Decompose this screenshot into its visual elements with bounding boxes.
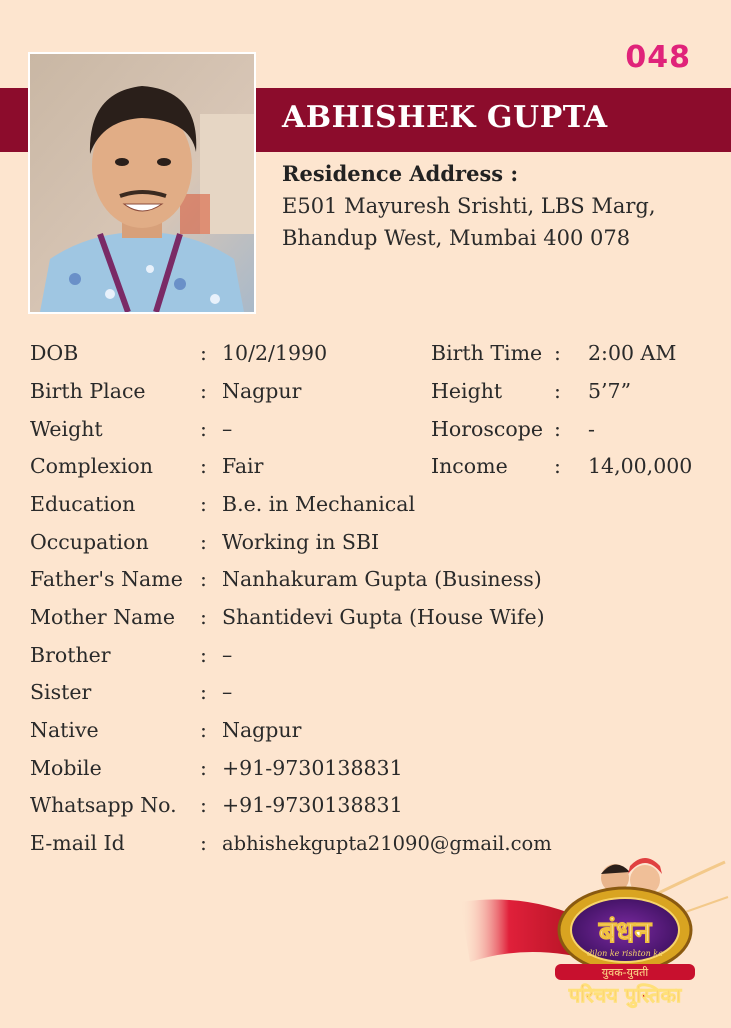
- mobile-value: +91-9730138831: [222, 756, 403, 780]
- occupation-label: Occupation: [30, 530, 149, 554]
- brother-value: –: [222, 643, 233, 667]
- email-colon: :: [200, 831, 207, 855]
- mother-name-colon: :: [200, 605, 207, 629]
- dob-value: 10/2/1990: [222, 341, 328, 365]
- mother-name-value: Shantidevi Gupta (House Wife): [222, 605, 545, 629]
- income-label: Income: [431, 454, 508, 478]
- weight-colon: :: [200, 417, 207, 441]
- whatsapp-colon: :: [200, 793, 207, 817]
- height-colon: :: [554, 379, 561, 403]
- email-label: E-mail Id: [30, 831, 125, 855]
- profile-photo: [28, 52, 256, 314]
- complexion-colon: :: [200, 454, 207, 478]
- address-label: Residence Address :: [282, 161, 519, 186]
- mobile-label: Mobile: [30, 756, 102, 780]
- brother-colon: :: [200, 643, 207, 667]
- logo-tagline: dilon ke rishton ka: [587, 949, 663, 958]
- complexion-value: Fair: [222, 454, 264, 478]
- income-value: 14,00,000: [588, 454, 693, 478]
- address-line-1: E501 Mayuresh Srishti, LBS Marg,: [282, 194, 656, 218]
- father-name-colon: :: [200, 567, 207, 591]
- father-name-label: Father's Name: [30, 567, 183, 591]
- horoscope-value: -: [588, 417, 595, 441]
- birth-time-colon: :: [554, 341, 561, 365]
- complexion-label: Complexion: [30, 454, 153, 478]
- horoscope-label: Horoscope: [431, 417, 543, 441]
- education-label: Education: [30, 492, 136, 516]
- dob-colon: :: [200, 341, 207, 365]
- father-name-value: Nanhakuram Gupta (Business): [222, 567, 542, 591]
- sister-value: –: [222, 680, 233, 704]
- education-value: B.e. in Mechanical: [222, 492, 416, 516]
- income-colon: :: [554, 454, 561, 478]
- birth-place-value: Nagpur: [222, 379, 302, 403]
- address-line-2: Bhandup West, Mumbai 400 078: [282, 226, 631, 250]
- native-value: Nagpur: [222, 718, 302, 742]
- profile-number: 048: [625, 40, 691, 75]
- mother-name-label: Mother Name: [30, 605, 175, 629]
- native-label: Native: [30, 718, 99, 742]
- candidate-name: ABHISHEK GUPTA: [282, 100, 608, 135]
- horoscope-colon: :: [554, 417, 561, 441]
- education-colon: :: [200, 492, 207, 516]
- weight-value: –: [222, 417, 233, 441]
- whatsapp-label: Whatsapp No.: [30, 793, 177, 817]
- occupation-value: Working in SBI: [222, 530, 380, 554]
- bandhan-logo: [440, 852, 731, 1024]
- occupation-colon: :: [200, 530, 207, 554]
- logo-sub1: युवक-युवती: [601, 966, 649, 979]
- sister-label: Sister: [30, 680, 92, 704]
- height-value: 5’7”: [588, 379, 632, 403]
- mobile-colon: :: [200, 756, 207, 780]
- whatsapp-value: +91-9730138831: [222, 793, 403, 817]
- dob-label: DOB: [30, 341, 79, 365]
- birth-place-label: Birth Place: [30, 379, 146, 403]
- birth-place-colon: :: [200, 379, 207, 403]
- weight-label: Weight: [30, 417, 103, 441]
- native-colon: :: [200, 718, 207, 742]
- logo-main-text: बंधन: [598, 915, 652, 950]
- email-value: abhishekgupta21090@gmail.com: [222, 832, 552, 855]
- birth-time-label: Birth Time: [431, 341, 543, 365]
- logo-sub2: परिचय पुस्तिका: [568, 983, 682, 1007]
- height-label: Height: [431, 379, 503, 403]
- sister-colon: :: [200, 680, 207, 704]
- brother-label: Brother: [30, 643, 111, 667]
- birth-time-value: 2:00 AM: [588, 341, 677, 365]
